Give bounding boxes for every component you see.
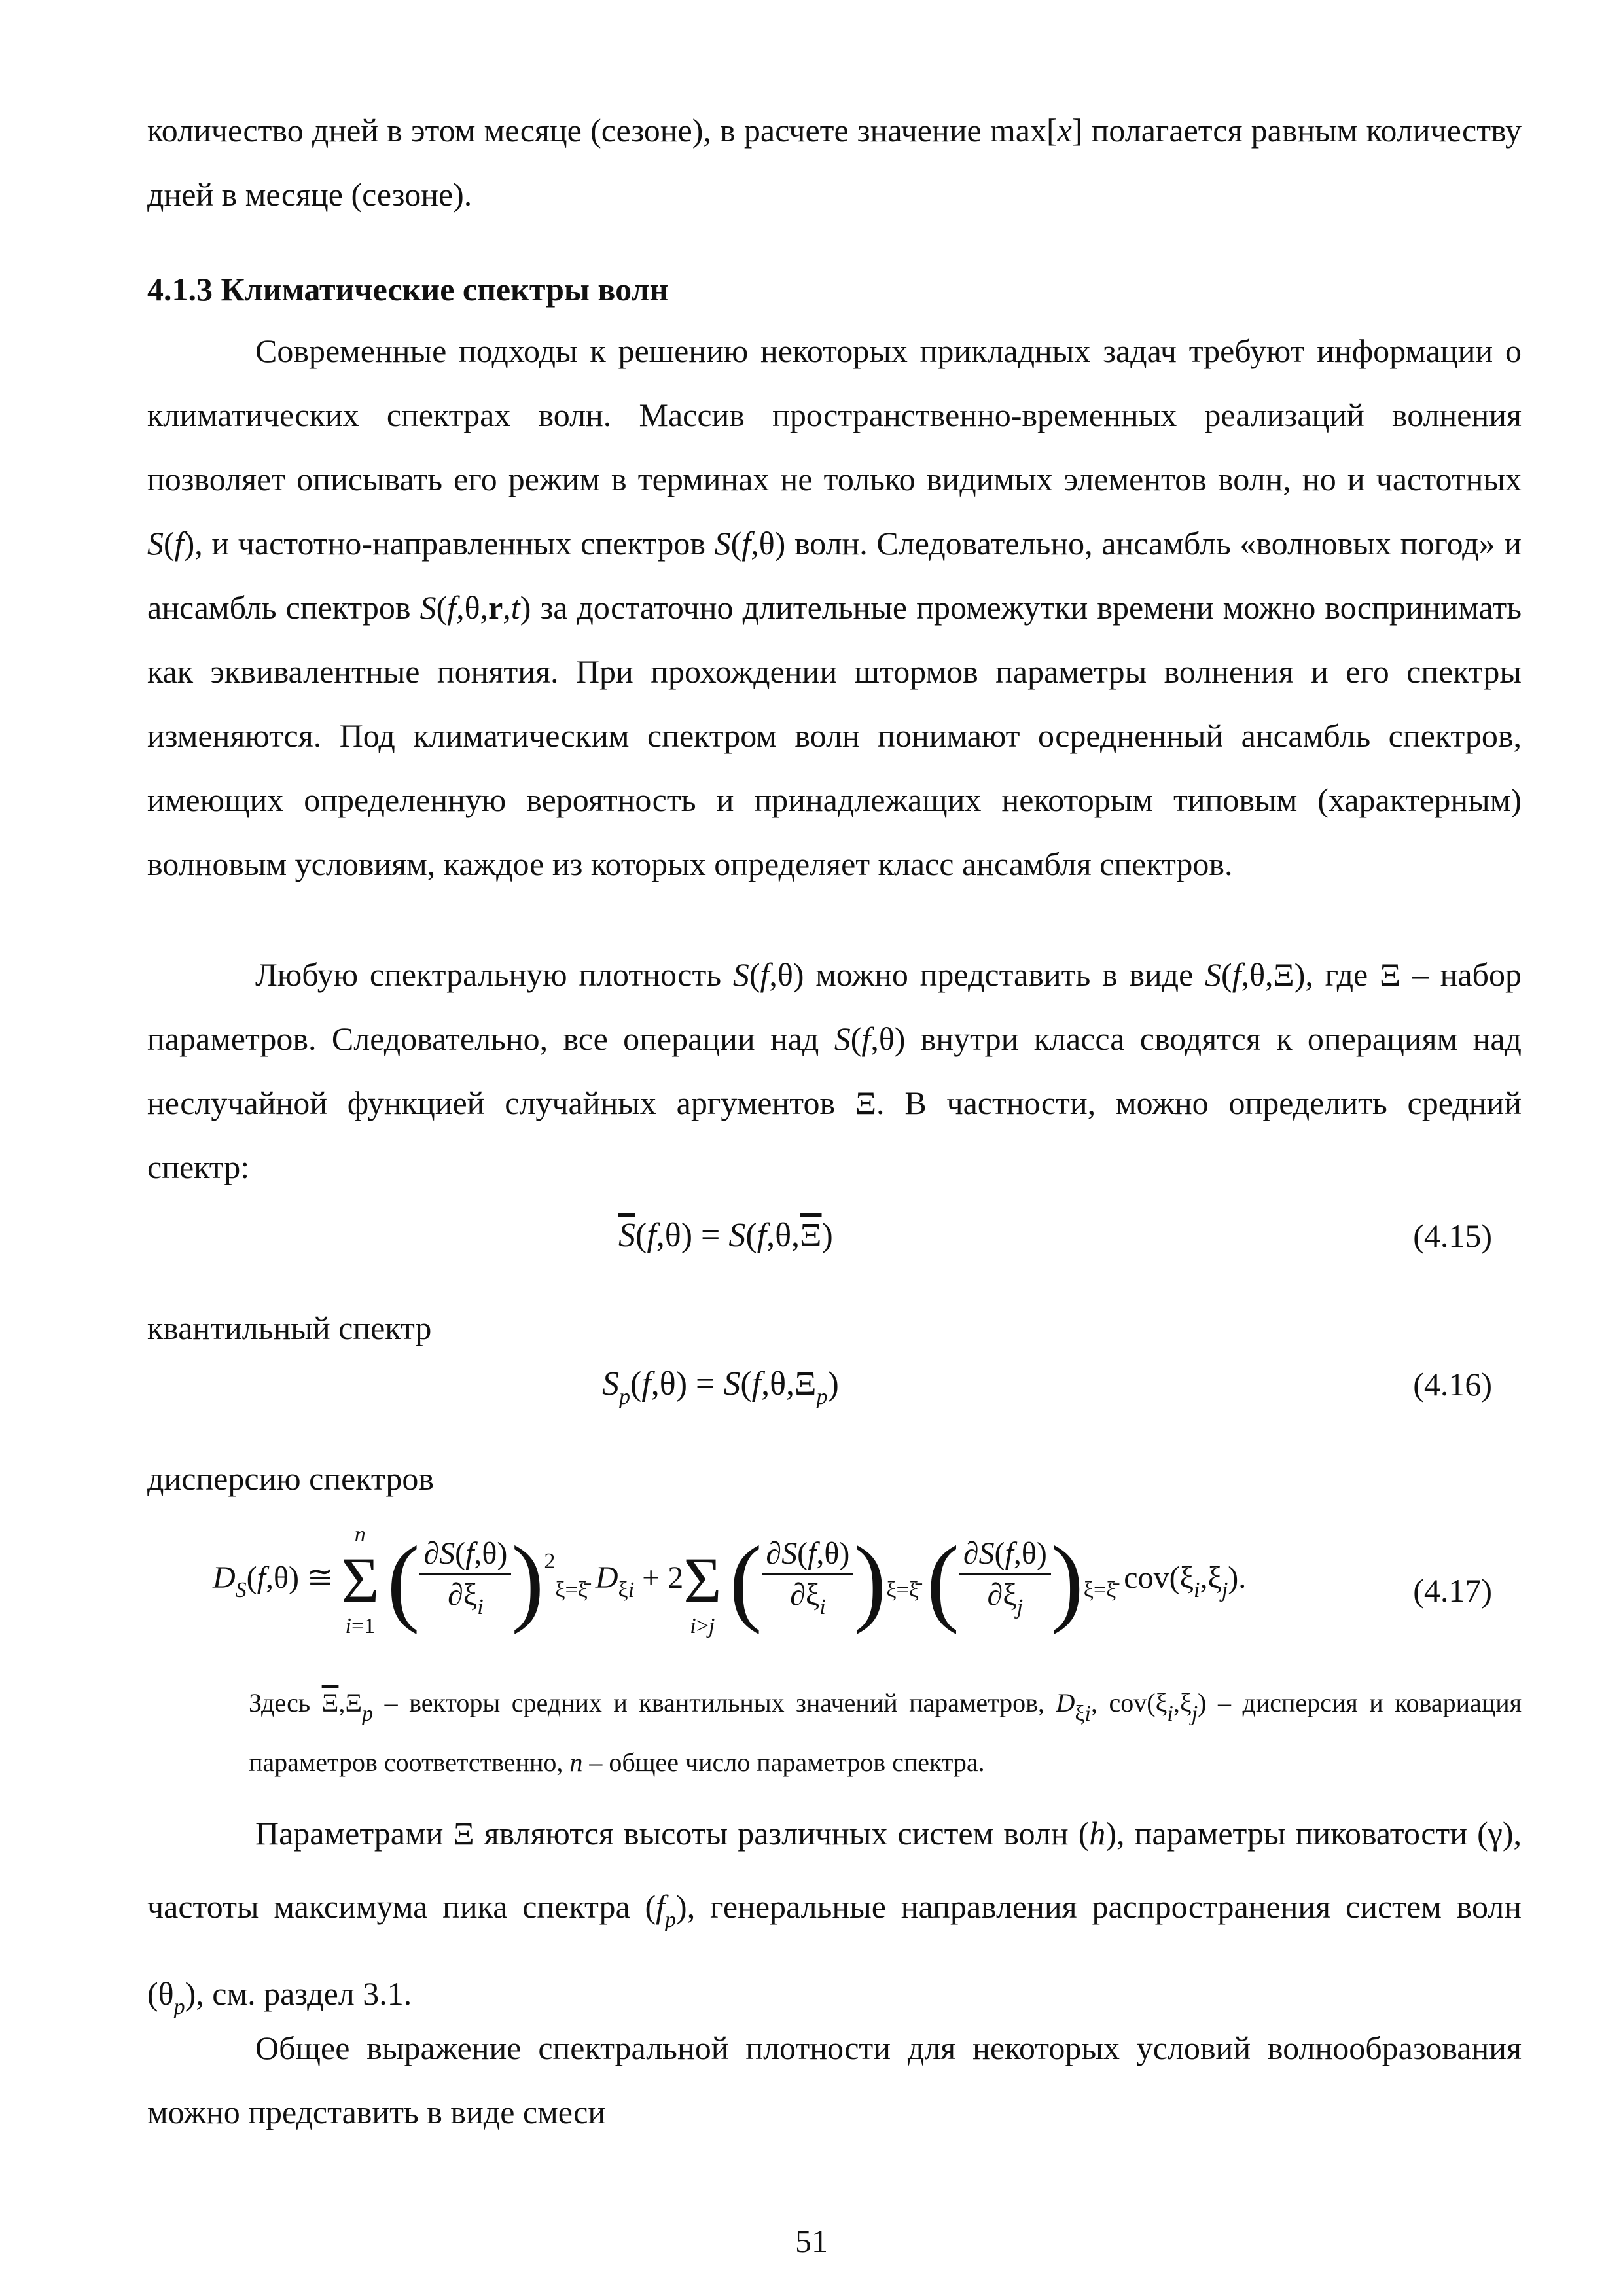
paragraph-parameters: Параметрами Ξ являются высоты различных систем волн (h), параметры пиковатости (γ), частоты максимума пика спектра $(f_p)$, генеральные направления распространения систем волн $(\theta_p)$, см. раздел 3.1. <box>147 1815 1522 2019</box>
equation-number-4-17: (4.17) <box>1413 1572 1492 1609</box>
paragraph-mixture: Общее выражение спектральной плотности для некоторых условий волнообразования можно представить в виде смеси <box>147 2030 1522 2130</box>
equation-4-15: $\overline{S}(f,\theta) = S(f,\theta,\overline{\Xi})$ <box>618 1217 833 1254</box>
equation-4-17: $D_S(f,\theta)$ ≅ n Σ i=1 ( $\frac{\partial S(f,\theta)}{\partial\xi_i}$ )$^2_{\xi=\xī}$ $D_{\xi i} + 2$ Σ i>j ( $\frac{\partial S(f,\theta)}{\partial\xi_i}$ )$_{\xi=\xī}$ ( $\frac{\partial S(f,\theta)}{\partial\xi_j}$ )$_{\xi=\xī}$ $cov(\xi_i,\xi_j)$. <box>213 1522 1247 1638</box>
page-number: 51 <box>795 2223 828 2259</box>
label-quantile-spectrum: квантильный спектр <box>147 1310 432 1346</box>
equation-number-4-16: (4.16) <box>1413 1366 1492 1403</box>
paragraph-continuation: количество дней в этом месяце (сезоне), в расчете значение max[x] полагается равным количеству дней в месяце (сезоне). <box>147 112 1522 213</box>
paragraph-spectral-density: Любую спектральную плотность S(f,θ) можно представить в виде S(f,θ,Ξ), где Ξ – набор параметров. Следовательно, все операции над S(f,θ) внутри класса сводятся к операциям над неслучайной функцией случайных аргументов Ξ. В частности, можно определить средний спектр: <box>147 956 1522 1185</box>
section-heading: 4.1.3 Климатические спектры волн <box>147 271 669 308</box>
equation-number-4-15: (4.15) <box>1413 1217 1492 1254</box>
paragraph-climatic-spectra: Современные подходы к решению некоторых прикладных задач требуют информации о климатических спектрах волн. Массив пространственно-временных реализаций волнения позволяет описывать его режим в терминах не только видимых элементов волн, но и частотных S(f), и частотно-направленных спектров S(f,θ) волн. Следовательно, ансамбль «волновых погод» и ансамбль спектров S(f,θ,r,t) за достаточно длительные промежутки времени можно воспринимать как эквивалентные понятия. При прохождении штормов параметры волнения и его спектры изменяются. Под климатическим спектром волн понимают осредненный ансамбль спектров, имеющих определенную вероятность и принадлежащих некоторым типовым (характерным) волновым условиям, каждое из которых определяет класс ансамбля спектров. <box>147 332 1522 882</box>
footnote-notation: Здесь $\overline{\Xi},\Xi_p$ – векторы средних и квантильных значений параметров, $D_{\xi i}$, $cov(\xi_i,\xi_j)$ – дисперсия и ковариация параметров соответственно, n – общее число параметров спектра. <box>249 1688 1522 1777</box>
label-dispersion: дисперсию спектров <box>147 1460 434 1497</box>
equation-4-16: $S_p(f,\theta) = S(f,\theta,\Xi_p)$ <box>602 1365 839 1409</box>
